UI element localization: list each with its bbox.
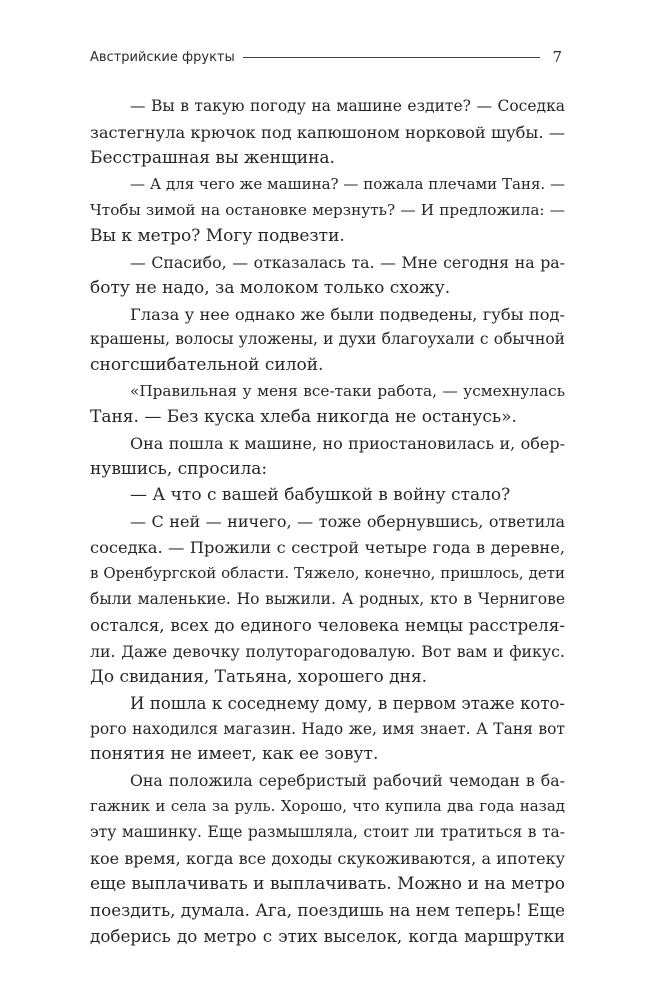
text-line: ли. Даже девочку полуторагодовалую. Вот вам и фикус. [90, 641, 565, 661]
body-text [90, 94, 565, 950]
page-number: 7 [552, 48, 562, 66]
text-line: Глаза у нее однако же были подведены, губы под- [130, 304, 565, 324]
running-header [90, 46, 562, 68]
text-line: рого находился магазин. Надо же, имя знает. А Таня вот [90, 719, 565, 738]
text-line: кое время, когда все доходы скукоживаются, а ипотеку [90, 849, 565, 869]
text-line: нувшись, спросила: [90, 459, 268, 480]
text-line: соседка. — Прожили с сестрой четыре года в деревне, [90, 537, 565, 557]
text-line: еще выплачивать и выплачивать. Можно и на метро [90, 874, 565, 895]
text-line: «Правильная у меня все-таки работа, — усмехнулась [130, 382, 565, 401]
header-rule-divider [243, 57, 541, 58]
text-line: Вы к метро? Могу подвезти. [90, 225, 345, 246]
text-line: Чтобы зимой на остановке мерзнуть? — И предложила: — [90, 200, 565, 219]
running-header-title: Австрийские фрукты [90, 49, 235, 65]
text-line: До свидания, Татьяна, хорошего дня. [90, 666, 428, 687]
text-line: понятия не имеет, как ее зовут. [90, 744, 379, 765]
text-line: И пошла к соседнему дому, в первом этаже кото- [130, 693, 565, 713]
text-line: Таня. — Без куска хлеба никогда не останусь». [90, 407, 517, 428]
text-line: были маленькие. Но выжили. А родных, кто в Чернигове [90, 589, 565, 608]
text-line: эту машинку. Еще размышляла, стоит ли тратиться в та- [90, 823, 565, 842]
text-line: — С ней — ничего, — тоже обернувшись, ответила [130, 512, 565, 531]
text-line: сногсшибательной силой. [90, 355, 324, 376]
text-line: — А для чего же машина? — пожала плечами Таня. — [130, 174, 565, 193]
text-line: крашены, волосы уложены, и духи благоухали с обычной [90, 330, 565, 349]
text-line: остался, всех до единого человека немцы расстреля- [90, 614, 565, 635]
text-line: боту не надо, за молоком только схожу. [90, 277, 451, 298]
text-line: поездить, думала. Ага, поездишь на нем теперь! Еще [90, 900, 565, 921]
text-line: — А что с вашей бабушкой в войну стало? [130, 485, 511, 506]
text-line: — Вы в такую погоду на машине ездите? — Соседка [130, 97, 565, 115]
text-line: — Спасибо, — отказалась та. — Мне сегодня на ра- [130, 252, 565, 272]
text-line: в Оренбургской области. Тяжело, конечно, пришлось, дети [90, 563, 565, 582]
text-line: гажник и села за руль. Хорошо, что купила два года назад [90, 797, 565, 816]
text-line: Она положила серебристый рабочий чемодан в ба- [130, 771, 565, 791]
text-line: застегнула крючок под капюшоном норковой шубы. — [90, 122, 565, 142]
text-line: Она пошла к машине, но приостановилась и, обер- [130, 434, 565, 454]
text-line: доберись до метро с этих выселок, когда маршрутки [90, 926, 565, 946]
text-line: Бесстрашная вы женщина. [90, 147, 335, 168]
